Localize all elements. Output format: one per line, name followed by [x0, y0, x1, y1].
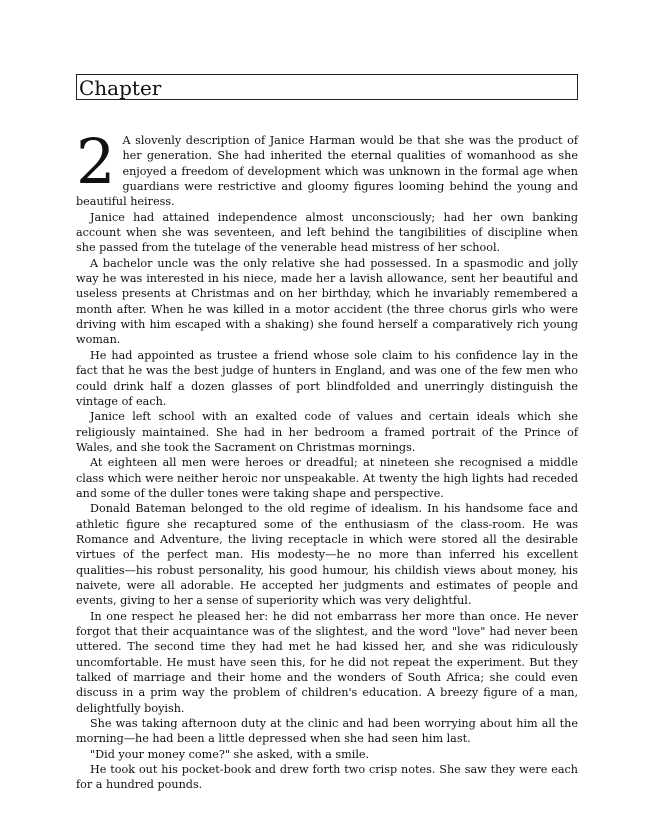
paragraph: In one respect he pleased her: he did not embarrass her more than once. He never forgot that their acquaintance was of the slightest, and the word "love" had never been uttered. The second time they had met he had kissed her, and she was ridiculously uncomfortable. He must have seen this, for he did not repeat the experiment. But they talked of marriage and their home and the wonders of South Africa; she could even discuss in a prim way the problem of children's education. A breezy figure of a man, delightfully boyish.	[76, 609, 578, 715]
document-page	[76, 74, 578, 793]
paragraph: Janice had attained independence almost unconsciously; had her own banking account when she was seventeen, and left behind the tangibilities of discipline when she passed from the tutelage of the venerable head mistress of her school.	[76, 210, 578, 255]
chapter-body	[76, 125, 578, 793]
paragraph: At eighteen all men were heroes or dreadful; at nineteen she recognised a middle class which were neither heroic nor unspeakable. At twenty the high lights had receded and some of the duller tones were taking shape and perspective.	[76, 456, 578, 500]
paragraph: A slovenly description of Janice Harman would be that she was the product of her generation. She had inherited the eternal qualities of womanhood as she enjoyed a freedom of development which was unknown in the formal age when guardians were restrictive and gloomy figures looming behind the young and beautiful heiress.	[76, 134, 578, 209]
paragraph: "Did your money come?" she asked, with a smile.	[90, 747, 370, 761]
paragraph: He took out his pocket-book and drew forth two crisp notes. She saw they were each for a hundred pounds.	[76, 763, 578, 792]
paragraph: He had appointed as trustee a friend whose sole claim to his confidence lay in the fact that he was the best judge of hunters in England, and was one of the few men who could drink half a dozen glasses of port blindfolded and unerringly distinguish the vintage of each.	[76, 348, 578, 408]
paragraph: Donald Bateman belonged to the old regime of idealism. In his handsome face and athletic figure she recaptured some of the enthusiasm of the class-room. He was Romance and Adventure, the living receptacle in which were stored all the desirable virtues of the perfect man. His modesty—he no more than inferred his excellent qualities—his robust personality, his good humour, his childish views about money, his naivete, were all adorable. He accepted her judgments and estimates of people and events, giving to her a sense of superiority which was very delightful.	[76, 502, 578, 608]
chapter-number-dropcap: 2	[76, 125, 116, 198]
paragraph: She was taking afternoon duty at the clinic and had been worrying about him all the morning—he had been a little depressed when she had seen him last.	[76, 717, 578, 746]
paragraph: A bachelor uncle was the only relative she had possessed. In a spasmodic and jolly way he was interested in his niece, made her a lavish allowance, sent her beautiful and useless presents at Christmas and on her birthday, which he invariably remembered a month after. When he was killed in a motor accident (the three chorus girls who were driving with him escaped with a shaking) she found herself a comparatively rich young woman.	[76, 256, 578, 347]
chapter-heading	[76, 74, 578, 100]
paragraph: Janice left school with an exalted code of values and certain ideals which she religiously maintained. She had in her bedroom a framed portrait of the Prince of Wales, and she took the Sacrament on Christmas mornings.	[76, 410, 578, 454]
chapter-heading-text: Chapter	[79, 76, 162, 100]
